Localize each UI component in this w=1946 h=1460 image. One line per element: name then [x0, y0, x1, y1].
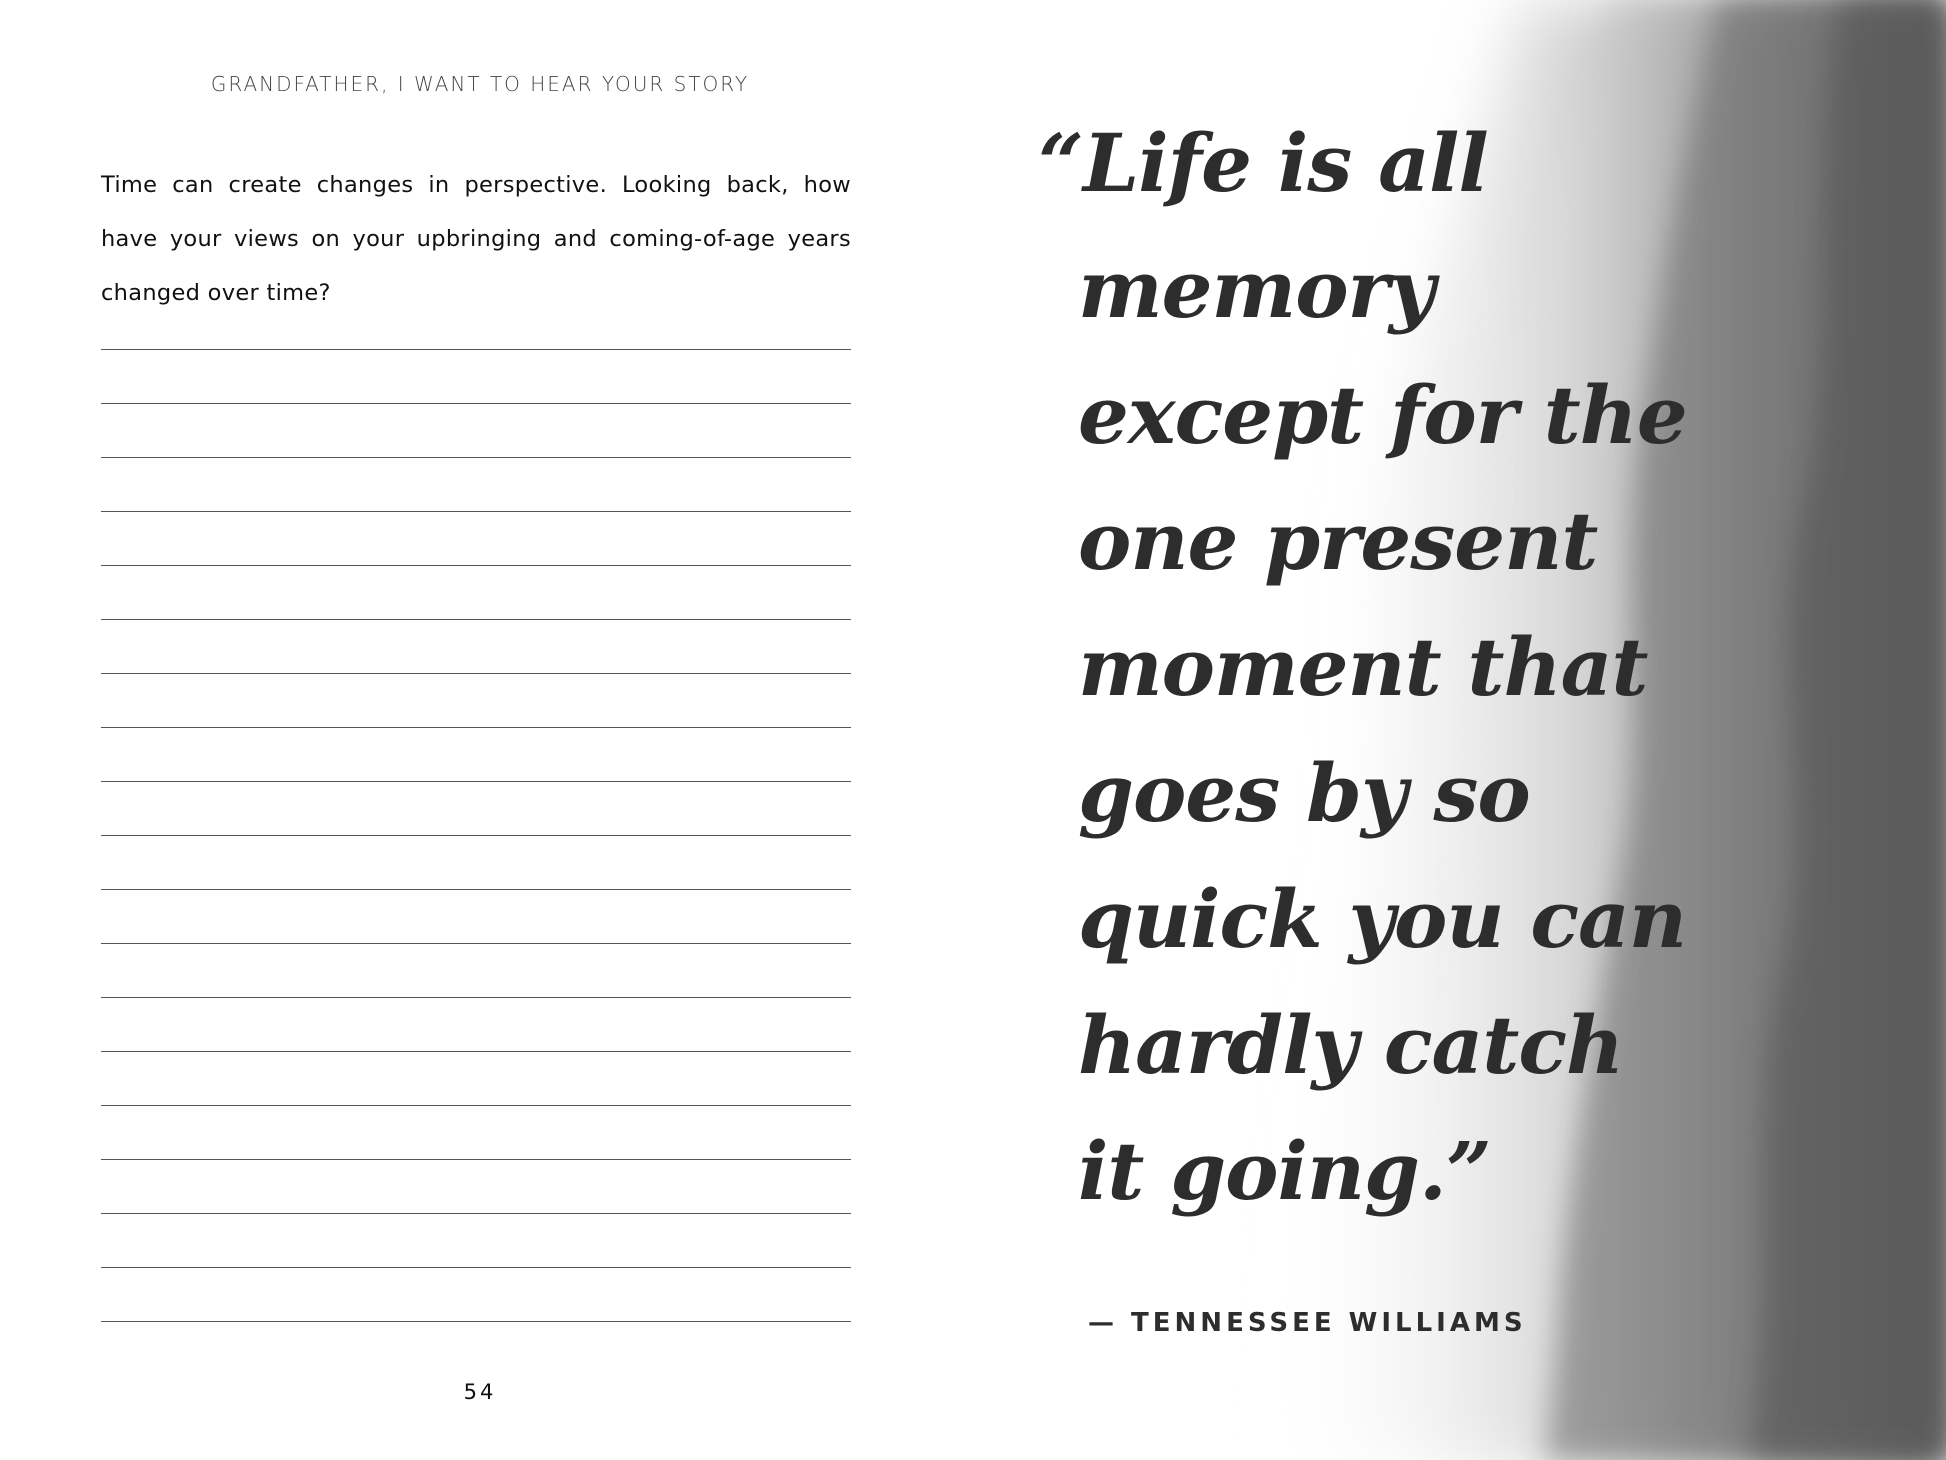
right-page	[960, 0, 1946, 1460]
quote-line: except for the	[1078, 368, 1687, 462]
left-page	[0, 0, 960, 1460]
writing-line[interactable]	[101, 836, 851, 890]
writing-line[interactable]	[101, 1214, 851, 1268]
writing-line[interactable]	[101, 890, 851, 944]
writing-line[interactable]	[101, 512, 851, 566]
writing-line[interactable]	[101, 998, 851, 1052]
quote-line: goes by so	[1078, 746, 1530, 840]
running-head: GRANDFATHER, I WANT TO HEAR YOUR STORY	[210, 72, 750, 96]
quote-line: quick you can	[1078, 872, 1687, 966]
writing-line[interactable]	[101, 1052, 851, 1106]
quote-text	[1038, 100, 1778, 1234]
writing-line[interactable]	[101, 782, 851, 836]
quote-attribution: — TENNESSEE WILLIAMS	[1088, 1308, 1527, 1338]
writing-line[interactable]	[101, 1160, 851, 1214]
quote-line: hardly catch	[1078, 998, 1624, 1092]
writing-line[interactable]	[101, 674, 851, 728]
writing-line[interactable]	[101, 728, 851, 782]
quote-line: it going.”	[1078, 1124, 1491, 1218]
writing-line[interactable]	[101, 350, 851, 404]
writing-line[interactable]	[101, 566, 851, 620]
writing-line[interactable]	[101, 620, 851, 674]
writing-line[interactable]	[101, 458, 851, 512]
page-number: 54	[463, 1380, 497, 1404]
writing-line[interactable]	[101, 1106, 851, 1160]
writing-line[interactable]	[101, 1268, 851, 1322]
quote-line: moment that	[1078, 620, 1648, 714]
writing-line[interactable]	[101, 404, 851, 458]
writing-lines	[101, 348, 851, 1322]
quote-line: one present	[1078, 494, 1598, 588]
journal-prompt: Time can create changes in perspective. Looking back, how have your views on your upbringing and coming-of-age years changed over time?	[101, 172, 851, 306]
writing-line[interactable]	[101, 944, 851, 998]
quote-line: “Life is all	[1038, 116, 1488, 210]
quote-line: memory	[1078, 242, 1435, 336]
